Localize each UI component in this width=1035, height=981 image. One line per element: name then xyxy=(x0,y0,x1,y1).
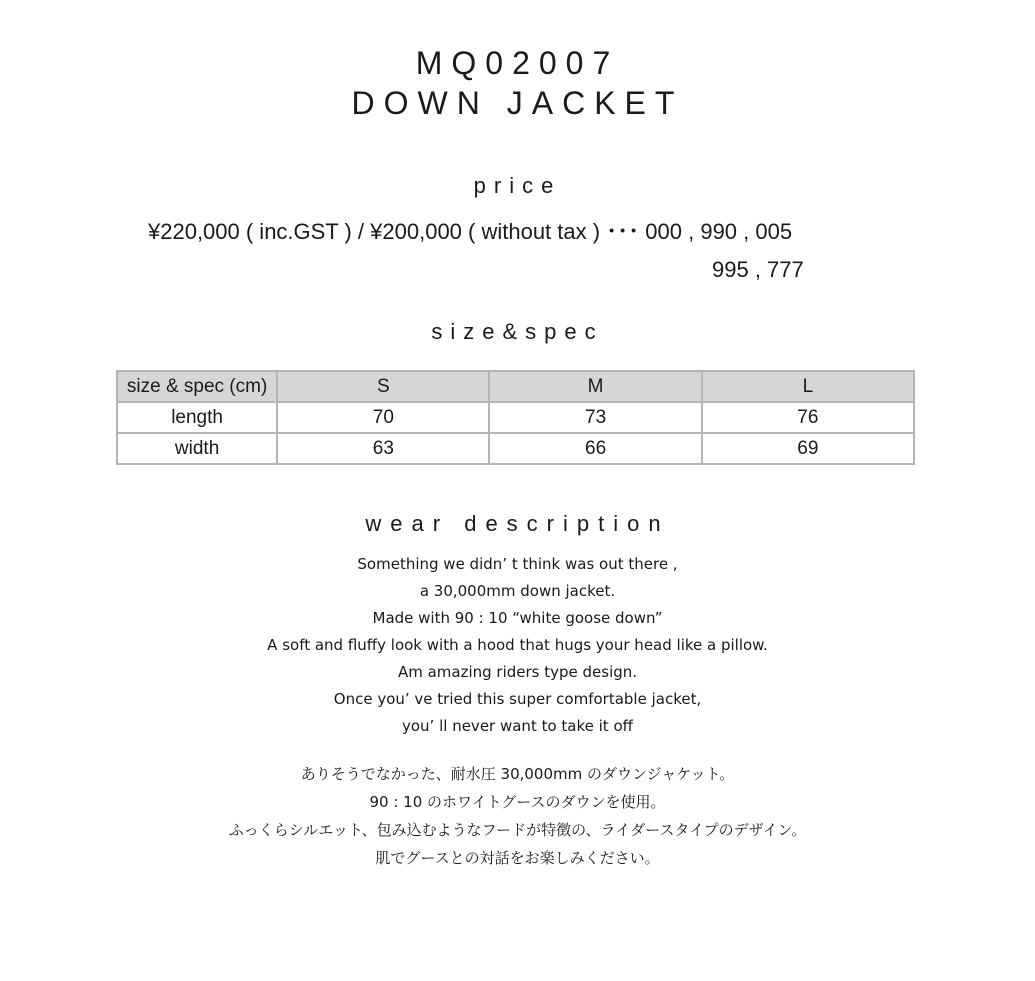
table-cell: 69 xyxy=(702,433,914,464)
description-line: Am amazing riders type design. xyxy=(397,663,638,681)
table-header-cell: size & spec (cm) xyxy=(117,371,277,402)
description-line: 90 : 10 のホワイトグースのダウンを使用。 xyxy=(369,793,666,811)
table-row-label: length xyxy=(117,402,277,433)
table-header-cell: L xyxy=(702,371,914,402)
description-line: 肌でグースとの対話をお楽しみください。 xyxy=(375,849,660,867)
price-line-2: 995 , 777 xyxy=(712,257,804,282)
table-cell: 63 xyxy=(277,433,489,464)
wear-description-heading: wear description xyxy=(365,511,670,536)
table-cell: 76 xyxy=(702,402,914,433)
japanese-description xyxy=(0,760,1035,872)
size-spec-table xyxy=(116,370,915,465)
table-row xyxy=(117,402,914,433)
description-line: ありそうでなかった、耐水圧 30,000mm のダウンジャケット。 xyxy=(300,765,735,783)
price-line-1: ¥220,000 ( inc.GST ) / ¥200,000 ( without tax ) ･･･ 000 , 990 , 005 xyxy=(148,219,793,244)
table-header-cell: M xyxy=(489,371,701,402)
description-line: Once you’ ve tried this super comfortable jacket, xyxy=(333,690,702,708)
description-line: a 30,000mm down jacket. xyxy=(419,582,616,600)
product-name: DOWN JACKET xyxy=(351,85,684,121)
table-row xyxy=(117,433,914,464)
description-line: you’ ll never want to take it off xyxy=(402,717,633,735)
table-row-label: width xyxy=(117,433,277,464)
description-line: Something we didn’ t think was out there , xyxy=(357,555,678,573)
table-cell: 66 xyxy=(489,433,701,464)
description-line: Made with 90 : 10 “white goose down” xyxy=(372,609,663,627)
description-line: A soft and fluffy look with a hood that hugs your head like a pillow. xyxy=(267,636,768,654)
english-description xyxy=(0,551,1035,740)
table-cell: 73 xyxy=(489,402,701,433)
price-heading: price xyxy=(473,173,562,198)
description-line: ふっくらシルエット、包み込むようなフードが特徴の、ライダースタイプのデザイン。 xyxy=(228,821,807,839)
table-header-row xyxy=(117,371,914,402)
size-spec-heading: size&spec xyxy=(431,319,604,344)
product-code: MQ02007 xyxy=(415,45,620,81)
table-cell: 70 xyxy=(277,402,489,433)
table-header-cell: S xyxy=(277,371,489,402)
